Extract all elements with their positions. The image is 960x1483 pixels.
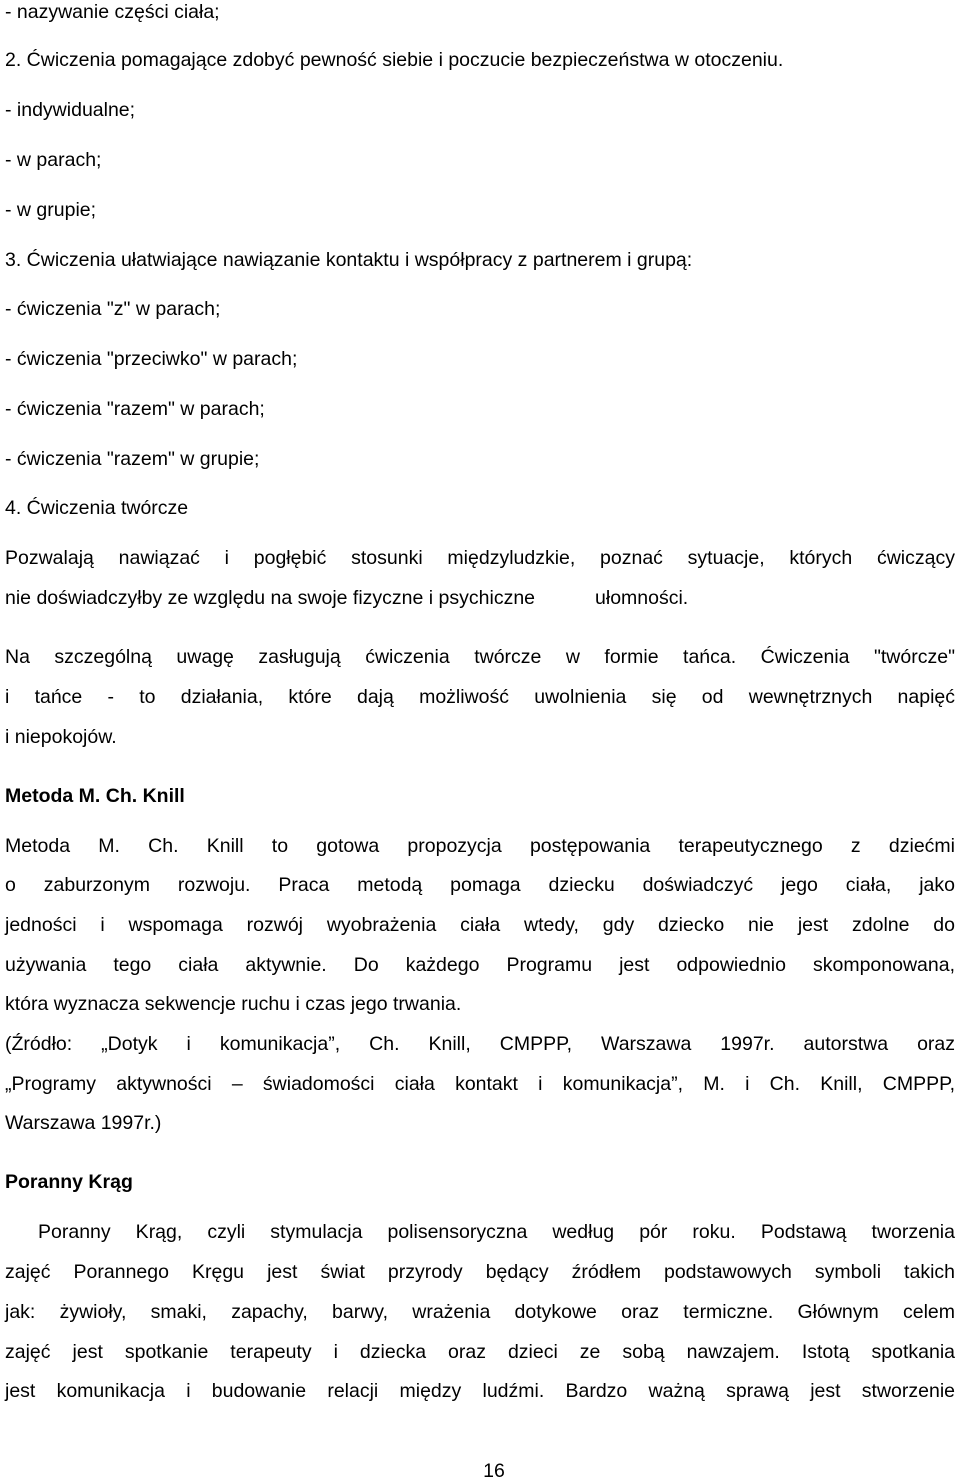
text-line: jest komunikacja i budowanie relacji między ludźmi. Bardzo ważną sprawą jest stworzenie [5, 1380, 955, 1402]
text-line: która wyznacza sekwencje ruchu i czas jego trwania. [5, 993, 462, 1015]
text-line: Na szczególną uwagę zasługują ćwiczenia twórcze w formie tańca. Ćwiczenia "twórcze" [5, 646, 955, 668]
text-line: i tańce - to działania, które dają możliwość uwolnienia się od wewnętrznych napięć [5, 686, 955, 708]
text-line: Metoda M. Ch. Knill to gotowa propozycja postępowania terapeutycznego z dziećmi [5, 835, 955, 857]
text-fragment: nie doświadczyłby ze względu na swoje fizyczne i psychiczne [5, 587, 536, 609]
text-line: używania tego ciała aktywnie. Do każdego Programu jest odpowiednio skomponowana, [5, 954, 955, 976]
text-line: 2. Ćwiczenia pomagające zdobyć pewność siebie i poczucie bezpieczeństwa w otoczeniu. [5, 49, 784, 71]
text-line: - w parach; [5, 149, 102, 171]
text-line: 3. Ćwiczenia ułatwiające nawiązanie kontaktu i współpracy z partnerem i grupą: [5, 249, 693, 271]
text-line: „Programy aktywności – świadomości ciała kontakt i komunikacja”, M. i Ch. Knill, CMPPP, [5, 1073, 955, 1095]
text-line: - nazywanie części ciała; [5, 1, 220, 23]
heading-poranny-krag: Poranny Krąg [5, 1171, 133, 1193]
text-line: - ćwiczenia "razem" w grupie; [5, 448, 260, 470]
text-line: jak: żywioły, smaki, zapachy, barwy, wrażenia dotykowe oraz termiczne. Głównym celem [5, 1301, 955, 1323]
text-line: i niepokojów. [5, 726, 117, 748]
text-line [5, 586, 688, 610]
section-heading-4: 4. Ćwiczenia twórcze [5, 497, 189, 519]
text-line: o zaburzonym rozwoju. Praca metodą pomaga dziecku doświadczyć jego ciała, jako [5, 874, 955, 896]
text-line: jedności i wspomaga rozwój wyobrażenia ciała wtedy, gdy dziecko nie jest zdolne do [5, 914, 955, 936]
text-line: Pozwalają nawiązać i pogłębić stosunki międzyludzkie, poznać sytuacje, których ćwiczący [5, 547, 955, 569]
text-line: Poranny Krąg, czyli stymulacja polisensoryczna według pór roku. Podstawą tworzenia [38, 1221, 955, 1243]
text-line: - ćwiczenia "przeciwko" w parach; [5, 348, 298, 370]
text-line: (Źródło: „Dotyk i komunikacja”, Ch. Knill, CMPPP, Warszawa 1997r. autorstwa oraz [5, 1033, 955, 1055]
text-line: - indywidualne; [5, 99, 136, 121]
page-number: 16 [483, 1460, 505, 1482]
text-line: zajęć Porannego Kręgu jest świat przyrody będący źródłem podstawowych symboli takich [5, 1261, 955, 1283]
text-line: - ćwiczenia "razem" w parach; [5, 398, 265, 420]
text-line: zajęć jest spotkanie terapeuty i dziecka oraz dzieci ze sobą nawzajem. Istotą spotkania [5, 1341, 955, 1363]
heading-metoda-knill: Metoda M. Ch. Knill [5, 785, 185, 807]
text-line: Warszawa 1997r.) [5, 1112, 162, 1134]
text-fragment: ułomności. [595, 587, 689, 609]
text-line: - w grupie; [5, 199, 97, 221]
text-line: - ćwiczenia "z" w parach; [5, 298, 221, 320]
